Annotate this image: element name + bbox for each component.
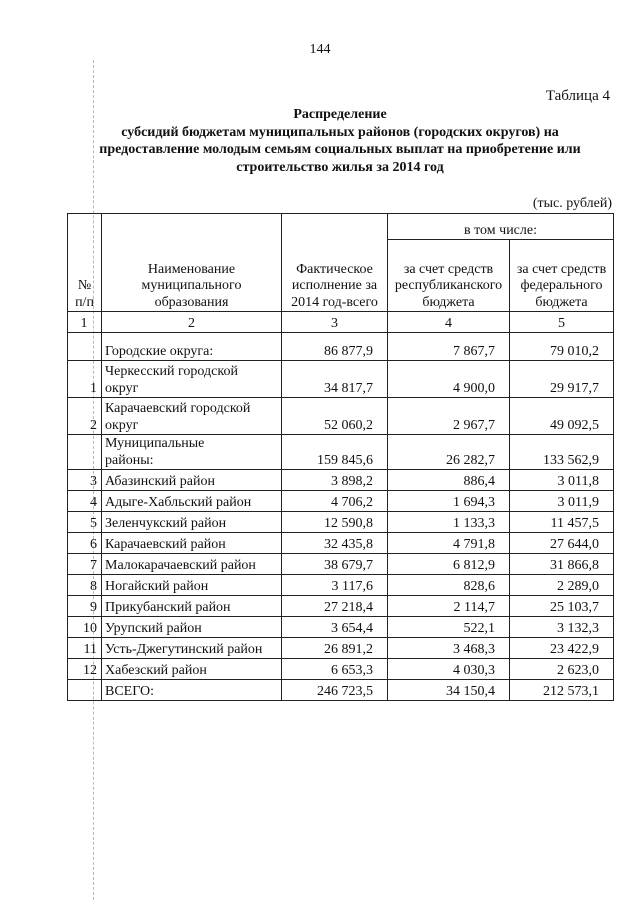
row-federal: 27 644,0 bbox=[510, 533, 614, 554]
row-number: 10 bbox=[68, 617, 102, 638]
header-row-1 bbox=[68, 214, 614, 240]
table-row bbox=[68, 617, 614, 638]
row-federal: 3 132,3 bbox=[510, 617, 614, 638]
row-republic: 2 967,7 bbox=[388, 398, 510, 435]
section-actual: 159 845,6 bbox=[282, 435, 388, 470]
row-actual: 4 706,2 bbox=[282, 491, 388, 512]
total-row bbox=[68, 680, 614, 701]
section-row-cities bbox=[68, 333, 614, 361]
table-label: Таблица 4 bbox=[545, 88, 610, 104]
row-federal: 3 011,8 bbox=[510, 470, 614, 491]
row-name-line2: округ bbox=[105, 418, 139, 433]
row-number: 4 bbox=[68, 491, 102, 512]
row-name-line1: Черкесский городской bbox=[105, 364, 238, 379]
row-name bbox=[102, 361, 282, 398]
row-actual: 6 653,3 bbox=[282, 659, 388, 680]
row-number: 9 bbox=[68, 596, 102, 617]
title-line-1: Распределение bbox=[293, 107, 387, 122]
row-name: Хабезский район bbox=[102, 659, 282, 680]
total-republic: 34 150,4 bbox=[388, 680, 510, 701]
column-number: 1 bbox=[68, 312, 102, 333]
table-row bbox=[68, 398, 614, 435]
header-including: в том числе: bbox=[388, 214, 614, 240]
row-federal: 25 103,7 bbox=[510, 596, 614, 617]
row-federal: 11 457,5 bbox=[510, 512, 614, 533]
table-row bbox=[68, 638, 614, 659]
header-federal: за счет средств федерального бюджета bbox=[510, 240, 614, 312]
table-row bbox=[68, 491, 614, 512]
title-line-4: строительство жилья за 2014 год bbox=[236, 159, 444, 175]
row-actual: 38 679,7 bbox=[282, 554, 388, 575]
table-row bbox=[68, 554, 614, 575]
row-actual: 27 218,4 bbox=[282, 596, 388, 617]
row-actual: 26 891,2 bbox=[282, 638, 388, 659]
row-federal: 29 917,7 bbox=[510, 361, 614, 398]
row-number: 6 bbox=[68, 533, 102, 554]
districts-body bbox=[68, 470, 614, 680]
column-number: 4 bbox=[388, 312, 510, 333]
section-federal: 133 562,9 bbox=[510, 435, 614, 470]
row-number: 11 bbox=[68, 638, 102, 659]
row-republic: 1 694,3 bbox=[388, 491, 510, 512]
row-federal: 2 289,0 bbox=[510, 575, 614, 596]
row-republic: 828,6 bbox=[388, 575, 510, 596]
table-row bbox=[68, 659, 614, 680]
header-num: № п/п bbox=[68, 214, 102, 312]
row-name bbox=[102, 398, 282, 435]
row-republic: 4 900,0 bbox=[388, 361, 510, 398]
total-federal: 212 573,1 bbox=[510, 680, 614, 701]
row-republic: 522,1 bbox=[388, 617, 510, 638]
table-row bbox=[68, 596, 614, 617]
row-actual: 32 435,8 bbox=[282, 533, 388, 554]
header-name: Наименование муниципального образования bbox=[102, 214, 282, 312]
column-number: 5 bbox=[510, 312, 614, 333]
section-name-line2: районы: bbox=[105, 453, 154, 468]
row-republic: 886,4 bbox=[388, 470, 510, 491]
row-republic: 4 030,3 bbox=[388, 659, 510, 680]
column-number-row bbox=[68, 312, 614, 333]
row-republic: 6 812,9 bbox=[388, 554, 510, 575]
row-name: Усть-Джегутинский район bbox=[102, 638, 282, 659]
row-actual: 34 817,7 bbox=[282, 361, 388, 398]
row-actual: 3 117,6 bbox=[282, 575, 388, 596]
row-name: Адыге-Хабльский район bbox=[102, 491, 282, 512]
row-name: Зеленчукский район bbox=[102, 512, 282, 533]
section-row-districts bbox=[68, 435, 614, 470]
row-number: 3 bbox=[68, 470, 102, 491]
row-republic: 3 468,3 bbox=[388, 638, 510, 659]
column-number: 3 bbox=[282, 312, 388, 333]
row-number: 5 bbox=[68, 512, 102, 533]
row-name: Карачаевский район bbox=[102, 533, 282, 554]
row-number: 2 bbox=[68, 398, 102, 435]
row-name-line2: округ bbox=[105, 381, 139, 396]
section-republic: 7 867,7 bbox=[388, 333, 510, 361]
row-actual: 3 898,2 bbox=[282, 470, 388, 491]
row-name: Прикубанский район bbox=[102, 596, 282, 617]
header-republic: за счет средств республиканского бюджета bbox=[388, 240, 510, 312]
row-number: 1 bbox=[68, 361, 102, 398]
section-federal: 79 010,2 bbox=[510, 333, 614, 361]
page-number: 144 bbox=[309, 42, 331, 57]
row-federal: 31 866,8 bbox=[510, 554, 614, 575]
row-actual: 3 654,4 bbox=[282, 617, 388, 638]
row-republic: 1 133,3 bbox=[388, 512, 510, 533]
units-label: (тыс. рублей) bbox=[532, 196, 612, 211]
row-federal: 49 092,5 bbox=[510, 398, 614, 435]
row-number: 12 bbox=[68, 659, 102, 680]
row-name-line1: Карачаевский городской bbox=[105, 401, 251, 416]
table-row bbox=[68, 575, 614, 596]
total-label: ВСЕГО: bbox=[102, 680, 282, 701]
row-name: Малокарачаевский район bbox=[102, 554, 282, 575]
row-federal: 3 011,9 bbox=[510, 491, 614, 512]
row-name: Урупский район bbox=[102, 617, 282, 638]
row-actual: 12 590,8 bbox=[282, 512, 388, 533]
row-federal: 23 422,9 bbox=[510, 638, 614, 659]
title-line-3: предоставление молодым семьям социальных выплат на приобретение или bbox=[99, 142, 581, 157]
table-row bbox=[68, 361, 614, 398]
row-republic: 4 791,8 bbox=[388, 533, 510, 554]
table-row bbox=[68, 533, 614, 554]
column-number: 2 bbox=[102, 312, 282, 333]
header-actual: Фактическое исполнение за 2014 год-всего bbox=[282, 214, 388, 312]
row-number: 7 bbox=[68, 554, 102, 575]
row-name: Ногайский район bbox=[102, 575, 282, 596]
document-title bbox=[40, 106, 640, 176]
section-actual: 86 877,9 bbox=[282, 333, 388, 361]
section-republic: 26 282,7 bbox=[388, 435, 510, 470]
table-row bbox=[68, 512, 614, 533]
section-name: Городские округа: bbox=[102, 333, 282, 361]
total-actual: 246 723,5 bbox=[282, 680, 388, 701]
row-number: 8 bbox=[68, 575, 102, 596]
row-name: Абазинский район bbox=[102, 470, 282, 491]
title-line-2: субсидий бюджетам муниципальных районов (городских округов) на bbox=[121, 124, 559, 140]
subsidy-table bbox=[67, 213, 614, 701]
section-name bbox=[102, 435, 282, 470]
row-actual: 52 060,2 bbox=[282, 398, 388, 435]
section-name-line1: Муниципальные bbox=[105, 436, 205, 451]
row-federal: 2 623,0 bbox=[510, 659, 614, 680]
table-row bbox=[68, 470, 614, 491]
row-republic: 2 114,7 bbox=[388, 596, 510, 617]
